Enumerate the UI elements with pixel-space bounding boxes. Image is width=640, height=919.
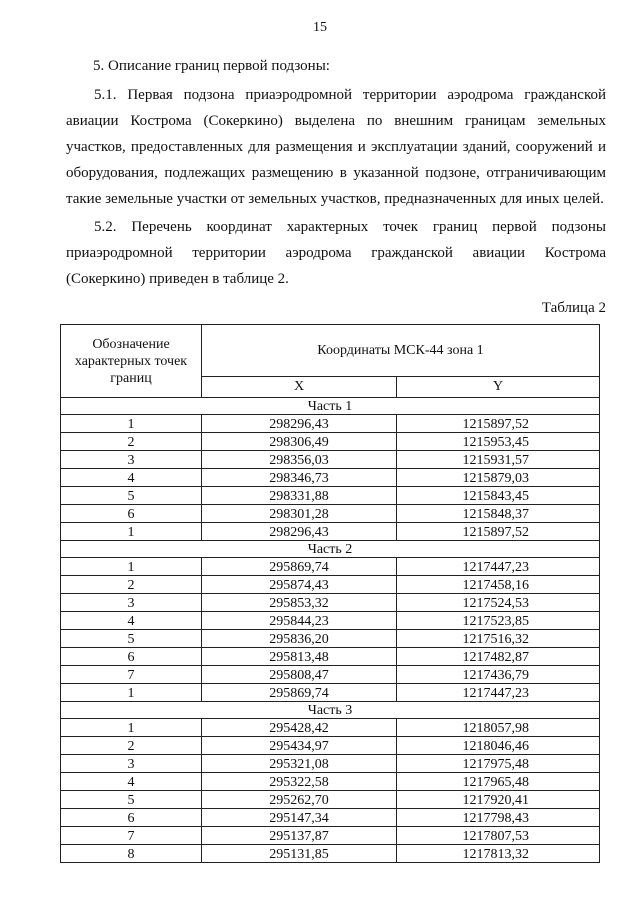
coordinate-y: 1217975,48 — [397, 755, 600, 773]
point-number: 1 — [61, 415, 202, 433]
table-row — [61, 684, 600, 702]
table-row — [61, 594, 600, 612]
point-number: 2 — [61, 576, 202, 594]
table-row — [61, 719, 600, 737]
table-row — [61, 433, 600, 451]
table-row — [61, 773, 600, 791]
table-row — [61, 576, 600, 594]
coordinate-y: 1218046,46 — [397, 737, 600, 755]
header-point-designation: Обозначение характерных точек границ — [61, 325, 202, 398]
coordinate-y: 1217524,53 — [397, 594, 600, 612]
coordinate-y: 1217798,43 — [397, 809, 600, 827]
part-title: Часть 3 — [61, 702, 600, 719]
point-number: 1 — [61, 558, 202, 576]
point-number: 5 — [61, 630, 202, 648]
point-number: 6 — [61, 648, 202, 666]
point-number: 7 — [61, 827, 202, 845]
coordinate-y: 1218057,98 — [397, 719, 600, 737]
coordinate-y: 1215897,52 — [397, 415, 600, 433]
paragraph-5-2: 5.2. Перечень координат характерных точек границ первой подзоны приаэродромной территории аэродрома гражданской авиации Кострома (Сокеркино) приведен в таблице 2. — [66, 219, 606, 287]
point-number: 5 — [61, 487, 202, 505]
coordinate-x: 298346,73 — [202, 469, 397, 487]
coordinate-x: 295131,85 — [202, 845, 397, 863]
table-row — [61, 415, 600, 433]
coordinate-y: 1215897,52 — [397, 523, 600, 541]
part-title: Часть 1 — [61, 398, 600, 415]
part-header-row — [61, 541, 600, 558]
coordinate-x: 295874,43 — [202, 576, 397, 594]
coordinate-x: 298296,43 — [202, 415, 397, 433]
coordinate-x: 295137,87 — [202, 827, 397, 845]
table-row — [61, 612, 600, 630]
point-number: 1 — [61, 684, 202, 702]
point-number: 3 — [61, 594, 202, 612]
point-number: 4 — [61, 612, 202, 630]
coordinate-x: 295321,08 — [202, 755, 397, 773]
coordinate-x: 295836,20 — [202, 630, 397, 648]
table-row — [61, 845, 600, 863]
point-number: 5 — [61, 791, 202, 809]
table-header — [61, 325, 600, 398]
coordinate-x: 298306,49 — [202, 433, 397, 451]
point-number: 2 — [61, 737, 202, 755]
page-number: 15 — [313, 20, 327, 35]
point-number: 3 — [61, 451, 202, 469]
coordinate-x: 298331,88 — [202, 487, 397, 505]
point-number: 7 — [61, 666, 202, 684]
coordinate-x: 295428,42 — [202, 719, 397, 737]
coordinate-x: 298296,43 — [202, 523, 397, 541]
coordinate-y: 1217458,16 — [397, 576, 600, 594]
coordinate-y: 1217447,23 — [397, 684, 600, 702]
table-row — [61, 737, 600, 755]
coordinate-x: 295844,23 — [202, 612, 397, 630]
coordinate-y: 1217436,79 — [397, 666, 600, 684]
table-row — [61, 487, 600, 505]
table-row — [61, 666, 600, 684]
table-row — [61, 791, 600, 809]
coordinate-x: 295322,58 — [202, 773, 397, 791]
header-coordinates: Координаты МСК-44 зона 1 — [202, 325, 600, 377]
point-number: 6 — [61, 809, 202, 827]
coordinate-x: 298301,28 — [202, 505, 397, 523]
coordinate-y: 1217482,87 — [397, 648, 600, 666]
coordinate-x: 295869,74 — [202, 558, 397, 576]
coordinate-y: 1215843,45 — [397, 487, 600, 505]
coordinate-y: 1217920,41 — [397, 791, 600, 809]
coordinate-y: 1217965,48 — [397, 773, 600, 791]
point-number: 3 — [61, 755, 202, 773]
point-number: 8 — [61, 845, 202, 863]
table-row — [61, 558, 600, 576]
coordinate-x: 298356,03 — [202, 451, 397, 469]
table-row — [61, 827, 600, 845]
table-row — [61, 630, 600, 648]
part-header-row — [61, 398, 600, 415]
coordinate-x: 295147,34 — [202, 809, 397, 827]
coordinate-x: 295434,97 — [202, 737, 397, 755]
coordinate-y: 1217523,85 — [397, 612, 600, 630]
header-x: X — [202, 377, 397, 398]
paragraph-5-1: 5.1. Первая подзона приаэродромной территории аэродрома гражданской авиации Кострома (Сокеркино) выделена по внешним границам земельных участков, предоставленных для размещения и эксплуатации зданий, сооружений и оборудования, подлежащих размещению в указанной подзоне, отграничивающим такие земельные участки от земельных участков, предназначенных для иных целей. — [66, 87, 606, 207]
point-number: 2 — [61, 433, 202, 451]
coordinate-x: 295808,47 — [202, 666, 397, 684]
coordinate-x: 295262,70 — [202, 791, 397, 809]
table-row — [61, 755, 600, 773]
point-number: 6 — [61, 505, 202, 523]
coordinate-x: 295869,74 — [202, 684, 397, 702]
coordinate-y: 1215848,37 — [397, 505, 600, 523]
table-row — [61, 469, 600, 487]
part-title: Часть 2 — [61, 541, 600, 558]
coordinate-y: 1215953,45 — [397, 433, 600, 451]
point-number: 4 — [61, 469, 202, 487]
point-number: 1 — [61, 719, 202, 737]
table-label: Таблица 2 — [541, 300, 606, 316]
table-row — [61, 809, 600, 827]
coordinates-table — [60, 324, 600, 863]
table-row — [61, 451, 600, 469]
coordinate-y: 1217813,32 — [397, 845, 600, 863]
coordinate-y: 1215879,03 — [397, 469, 600, 487]
coordinate-y: 1215931,57 — [397, 451, 600, 469]
coordinate-y: 1217516,32 — [397, 630, 600, 648]
table-row — [61, 523, 600, 541]
point-number: 1 — [61, 523, 202, 541]
coordinate-y: 1217447,23 — [397, 558, 600, 576]
section-heading: 5. Описание границ первой подзоны: — [93, 58, 330, 74]
coordinate-x: 295853,32 — [202, 594, 397, 612]
part-header-row — [61, 702, 600, 719]
table-body — [61, 398, 600, 863]
table-row — [61, 505, 600, 523]
point-number: 4 — [61, 773, 202, 791]
coordinate-y: 1217807,53 — [397, 827, 600, 845]
table-row — [61, 648, 600, 666]
coordinate-x: 295813,48 — [202, 648, 397, 666]
header-y: Y — [397, 377, 600, 398]
